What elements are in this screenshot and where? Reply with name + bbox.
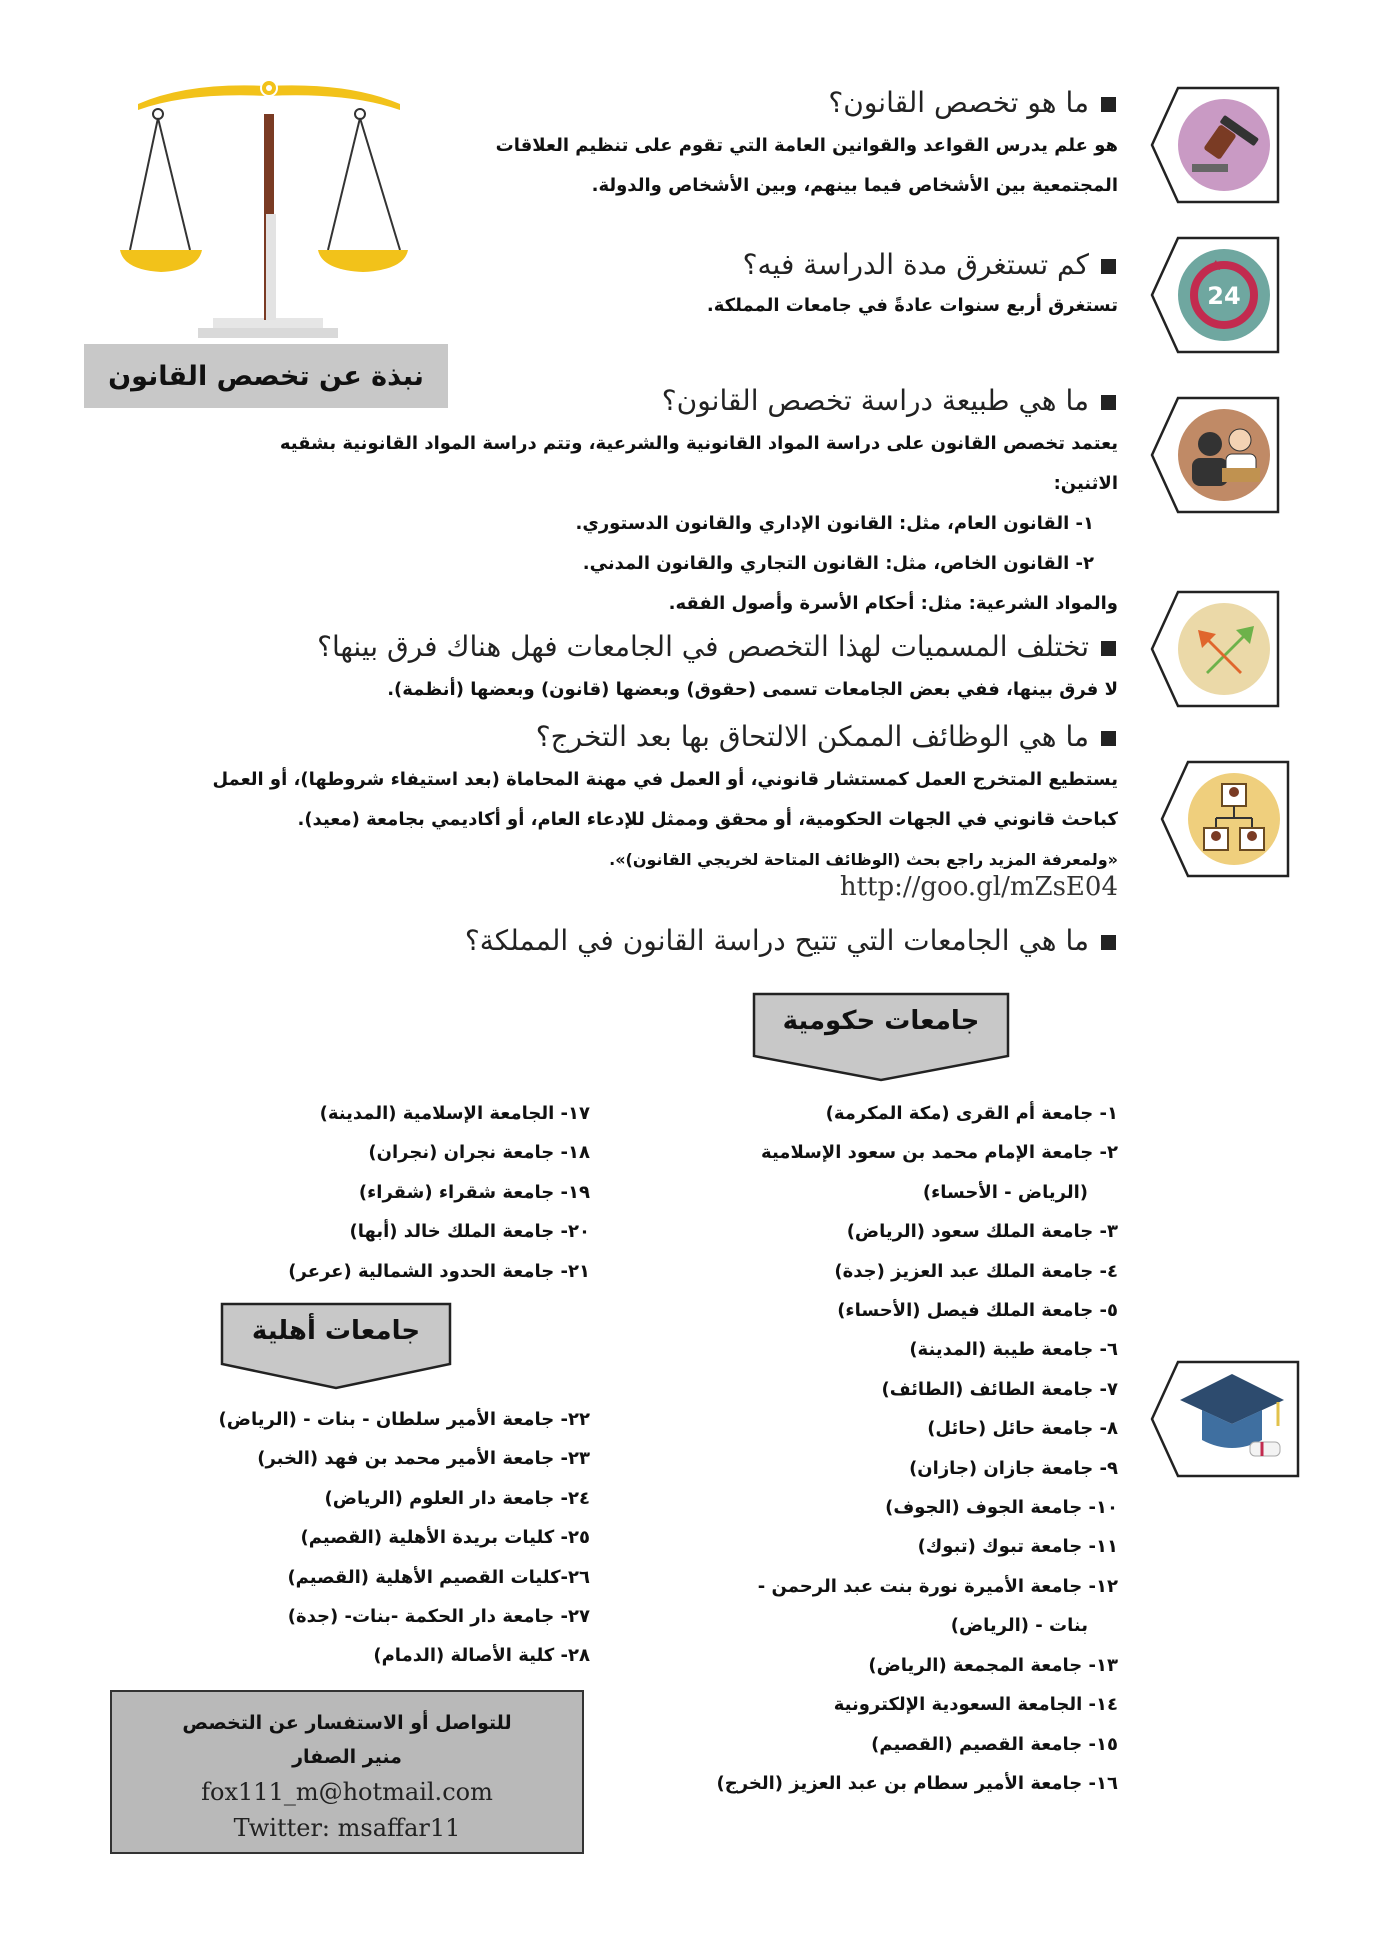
list-item: ١٣- جامعة المجمعة (الرياض) [868, 1654, 1118, 1676]
list-item: بنات - (الرياض) [950, 1615, 1088, 1637]
gov-universities-banner [752, 992, 1010, 1082]
list-item: ١٧- الجامعة الإسلامية (المدينة) [319, 1103, 590, 1124]
answer-line: تستغرق أربع سنوات عادةً في جامعات المملكة. [706, 295, 1118, 316]
private-universities-list [170, 1400, 590, 1676]
org-chart-icon [1160, 760, 1290, 878]
answer-line: المجتمعية بين الأشخاص فيما بينهم، وبين الأشخاص والدولة. [591, 175, 1118, 196]
answer-paragraph [212, 760, 1118, 880]
answer-line: «ولمعرفة المزيد راجع بحث (الوظائف المتاحة لخريجي القانون)». [609, 850, 1118, 869]
private-universities-banner [220, 1302, 452, 1390]
list-item: ٢١- جامعة الحدود الشمالية (عرعر) [288, 1260, 590, 1282]
list-item: ٢٣- جامعة الأمير محمد بن فهد (الخبر) [257, 1448, 590, 1470]
question-title: ما هي الوظائف الممكن الالتحاق بها بعد التخرج؟ [536, 720, 1116, 753]
answer-paragraph [496, 126, 1118, 206]
answer-line: يستطيع المتخرج العمل كمستشار قانوني، أو العمل في مهنة المحاماة (بعد استيفاء شروطها)، أو العمل [212, 769, 1118, 790]
list-item: ١٦- جامعة الأمير سطام بن عبد العزيز (الخرج) [716, 1772, 1118, 1794]
list-item: ١٨- جامعة نجران (نجران) [368, 1142, 590, 1164]
list-item: ٨- جامعة حائل (حائل) [927, 1418, 1118, 1440]
private-banner-text: جامعات أهلية [251, 1316, 421, 1346]
answer-line: ٢- القانون الخاص، مثل: القانون التجاري والقانون المدني. [582, 553, 1094, 574]
question-title: تختلف المسميات لهذا التخصص في الجامعات فهل هناك فرق بينها؟ [317, 630, 1116, 663]
list-item: ١٢- جامعة الأميرة نورة بنت عبد الرحمن - [757, 1575, 1118, 1597]
list-item: ٢٦-كليات القصيم الأهلية (القصيم) [287, 1566, 590, 1588]
list-item: ٤- جامعة الملك عبد العزيز (جدة) [834, 1260, 1118, 1282]
lecture-people-icon [1150, 396, 1280, 514]
gov-banner-text: جامعات حكومية [782, 1006, 980, 1036]
contact-email[interactable]: fox111_m@hotmail.com [201, 1778, 493, 1806]
list-item: ١٩- جامعة شقراء (شقراء) [358, 1181, 590, 1203]
answer-line: والمواد الشرعية: مثل: أحكام الأسرة وأصول الفقه. [668, 593, 1118, 614]
list-item: ١١- جامعة تبوك (تبوك) [917, 1536, 1118, 1558]
list-item: ٢٠- جامعة الملك خالد (أبها) [349, 1221, 590, 1243]
list-item: ١٤- الجامعة السعودية الإلكترونية [833, 1694, 1118, 1716]
page-title-text: نبذة عن تخصص القانون [108, 360, 424, 392]
svg-text:24: 24 [1207, 282, 1241, 310]
clock-24-icon [1150, 236, 1280, 354]
answer-line: ١- القانون العام، مثل: القانون الإداري والقانون الدستوري. [575, 513, 1094, 534]
answer-line: كباحث قانوني في الجهات الحكومية، أو محقق وممثل للإدعاء العام، أو أكاديمي بجامعة (معيد). [297, 809, 1118, 830]
answer-paragraph [387, 670, 1118, 710]
question-title: ما هو تخصص القانون؟ [828, 86, 1116, 119]
list-item: ٩- جامعة جازان (جازان) [909, 1457, 1118, 1479]
list-item: (الرياض - الأحساء) [922, 1181, 1088, 1203]
list-item: ٥- جامعة الملك فيصل (الأحساء) [837, 1300, 1118, 1322]
answer-line: يعتمد تخصص القانون على دراسة المواد القانونية والشرعية، وتتم دراسة المواد القانونية بشقيه [279, 433, 1118, 454]
list-item: ٢٢- جامعة الأمير سلطان - بنات - (الرياض) [218, 1409, 590, 1430]
gavel-icon [1150, 86, 1280, 204]
answer-paragraph [280, 424, 1118, 624]
graduation-cap-icon [1150, 1360, 1300, 1478]
contact-name: منير الصفار [292, 1746, 402, 1768]
page-title [84, 344, 448, 408]
justice-scales-icon [118, 74, 418, 346]
crossed-arrows-icon [1150, 590, 1280, 708]
list-item: ١٠- جامعة الجوف (الجوف) [885, 1497, 1118, 1519]
list-item: ١٥- جامعة القصيم (القصيم) [871, 1733, 1118, 1755]
question-title: ما هي طبيعة دراسة تخصص القانون؟ [662, 384, 1116, 417]
list-item: ٧- جامعة الطائف (الطائف) [881, 1378, 1118, 1400]
gov-universities-list-cont [210, 1094, 590, 1291]
answer-line: لا فرق بينها، ففي بعض الجامعات تسمى (حقوق) وبعضها (قانون) وبعضها (أنظمة). [387, 679, 1118, 700]
contact-twitter[interactable]: Twitter: msaffar11 [233, 1814, 461, 1842]
contact-box [110, 1690, 584, 1854]
list-item: ٢٤- جامعة دار العلوم (الرياض) [324, 1487, 590, 1509]
list-item: ٢٨- كلية الأصالة (الدمام) [373, 1645, 590, 1667]
list-item: ٦- جامعة طيبة (المدينة) [909, 1339, 1118, 1361]
contact-heading: للتواصل أو الاستفسار عن التخصص [182, 1712, 512, 1734]
list-item: ٢- جامعة الإمام محمد بن سعود الإسلامية [761, 1142, 1118, 1164]
list-item: ١- جامعة أم القرى (مكة المكرمة) [825, 1103, 1118, 1124]
answer-paragraph [707, 286, 1118, 326]
question-title: ما هي الجامعات التي تتيح دراسة القانون في المملكة؟ [465, 924, 1116, 957]
research-link[interactable]: http://goo.gl/mZsE04 [839, 872, 1118, 902]
answer-line: الاثنين: [1053, 473, 1118, 494]
list-item: ٢٧- جامعة دار الحكمة -بنات- (جدة) [287, 1606, 590, 1628]
list-item: ٢٥- كليات بريدة الأهلية (القصيم) [300, 1527, 590, 1549]
gov-universities-list [578, 1094, 1118, 1803]
answer-line: هو علم يدرس القواعد والقوانين العامة التي تقوم على تنظيم العلاقات [495, 135, 1118, 156]
list-item: ٣- جامعة الملك سعود (الرياض) [846, 1221, 1118, 1243]
question-title: كم تستغرق مدة الدراسة فيه؟ [743, 248, 1116, 281]
